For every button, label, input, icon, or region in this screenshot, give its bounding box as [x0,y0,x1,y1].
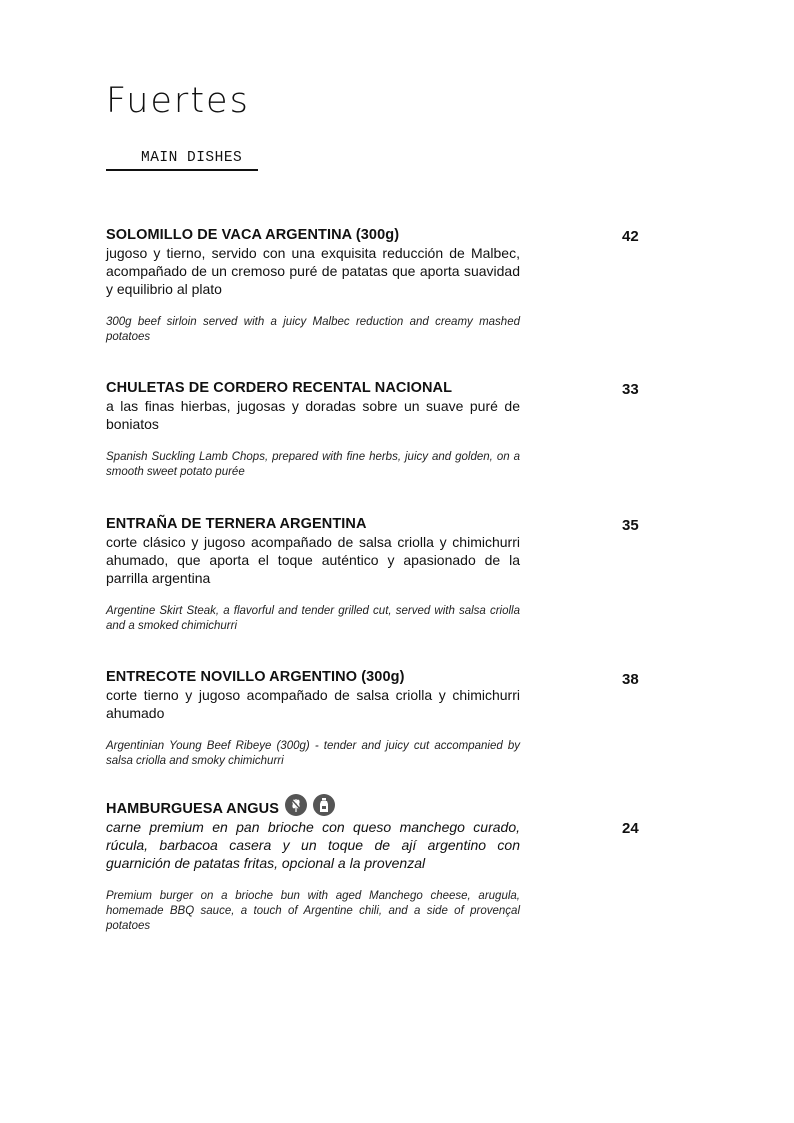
dish-price: 35 [622,517,639,534]
dish-description-en: Spanish Suckling Lamb Chops, prepared with fine herbs, juicy and golden, on a smooth sweet potato purée [106,451,520,478]
dish-description-es: corte clásico y jugoso acompañado de salsa criolla y chimichurri ahumado, que aporta el toque auténtico y apasionado de la parrilla argentina [106,534,520,586]
dish-description-es: corte tierno y jugoso acompañado de salsa criolla y chimichurri ahumado [106,687,520,721]
dish-name: HAMBURGUESA ANGUS [106,801,280,817]
dish-price: 42 [622,228,639,245]
menu-item [106,794,520,934]
dish-description-en: 300g beef sirloin served with a juicy Malbec reduction and creamy mashed potatoes [106,316,520,343]
dish-description-es: jugoso y tierno, servido con una exquisita reducción de Malbec, acompañado de un cremoso puré de patatas que aporta suavidad y equilibrio al plato [106,245,520,297]
dish-description-en: Premium burger on a brioche bun with aged Manchego cheese, arugula, homemade BBQ sauce, a touch of Argentine chili, and a side of provençal potatoes [106,890,520,932]
allergen-icons [285,794,335,816]
dish-description-es: carne premium en pan brioche con queso manchego curado, rúcula, barbacoa casera y un toque de ají argentino con guarnición de patatas fritas, opcional a la provenzal [106,819,520,871]
dish-description-es: a las finas hierbas, jugosas y doradas sobre un suave puré de boniatos [106,398,520,432]
dish-name: CHULETAS DE CORDERO RECENTAL NACIONAL [106,380,453,396]
dish-name-row [106,794,520,818]
gluten-icon [285,794,307,816]
page-title: Fuertes [106,81,250,121]
dish-name: ENTRAÑA DE TERNERA ARGENTINA [106,516,367,532]
menu-item [106,668,520,769]
menu-item [106,379,520,480]
dish-description-en: Argentine Skirt Steak, a flavorful and tender grilled cut, served with salsa criolla and a smoked chimichurri [106,605,520,632]
menu-item [106,226,520,345]
dish-price: 24 [622,820,639,837]
dish-price: 38 [622,671,639,688]
dish-price: 33 [622,381,639,398]
dish-name: SOLOMILLO DE VACA ARGENTINA (300g) [106,227,400,243]
dairy-icon [313,794,335,816]
section-subtitle: MAIN DISHES [106,150,258,171]
dish-name: ENTRECOTE NOVILLO ARGENTINO (300g) [106,669,405,685]
menu-item [106,515,520,634]
dish-description-en: Argentinian Young Beef Ribeye (300g) - tender and juicy cut accompanied by salsa criolla and smoky chimichurri [106,740,520,767]
